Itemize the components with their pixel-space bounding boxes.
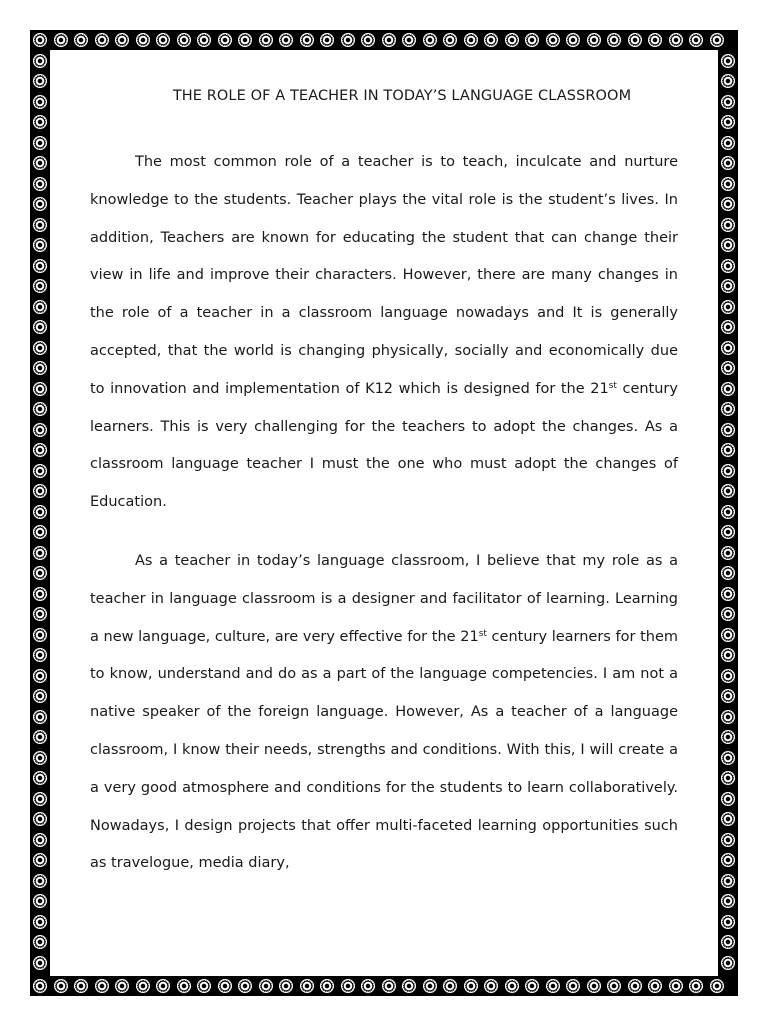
border-flower-icon — [443, 33, 457, 47]
border-flower-icon — [628, 979, 642, 993]
border-flower-icon — [33, 279, 47, 293]
border-flower-icon — [721, 443, 735, 457]
border-flower-icon — [33, 525, 47, 539]
border-flower-icon — [33, 689, 47, 703]
border-flower-icon — [721, 54, 735, 68]
border-flower-icon — [721, 587, 735, 601]
border-flower-icon — [721, 115, 735, 129]
border-flower-icon — [669, 979, 683, 993]
border-flower-icon — [197, 979, 211, 993]
border-flower-icon — [546, 33, 560, 47]
border-flower-icon — [721, 710, 735, 724]
border-flower-icon — [238, 33, 252, 47]
paragraph-2-text-b: century learners for them to know, understand and do as a part of the language competencies. I am not a native speaker of the foreign language. However, As a teacher of a language classroom, I know their needs, strengths and conditions. With this, I will create a a very good atmosphere and conditions for the students to learn collaboratively. Nowadays, I design projects that offer multi-faceted learning opportunities such as travelogue, media diary, — [90, 628, 678, 872]
border-flower-icon — [721, 894, 735, 908]
border-flower-icon — [721, 812, 735, 826]
border-flower-icon — [525, 33, 539, 47]
border-flower-icon — [721, 525, 735, 539]
border-flower-icon — [443, 979, 457, 993]
border-flower-icon — [721, 423, 735, 437]
border-flower-icon — [33, 833, 47, 847]
border-flower-icon — [566, 979, 580, 993]
border-flower-icon — [721, 361, 735, 375]
border-flower-icon — [33, 587, 47, 601]
border-flower-icon — [279, 33, 293, 47]
border-flower-icon — [156, 979, 170, 993]
paragraph-2 — [90, 543, 678, 883]
border-flower-icon — [33, 382, 47, 396]
paragraph-1-text-a: The most common role of a teacher is to teach, inculcate and nurture knowledge to the students. Teacher plays the vital role is the student’s lives. In addition, Teachers are known for educating the student that can change their view in life and improve their characters. However, there are many changes in the role of a teacher in a classroom language nowadays and It is generally accepted, that the world is changing physically, socially and economically due to innovation and implementation of K12 which is designed for the 21 — [90, 154, 678, 397]
border-flower-icon — [505, 979, 519, 993]
border-flower-icon — [33, 771, 47, 785]
border-flower-icon — [464, 33, 478, 47]
border-flower-icon — [341, 979, 355, 993]
border-flower-icon — [648, 979, 662, 993]
border-flower-icon — [33, 607, 47, 621]
border-flower-icon — [33, 361, 47, 375]
border-flower-icon — [710, 33, 724, 47]
border-flower-icon — [74, 979, 88, 993]
border-flower-icon — [33, 74, 47, 88]
border-flower-icon — [177, 979, 191, 993]
border-flower-icon — [33, 443, 47, 457]
border-flower-icon — [33, 197, 47, 211]
border-flower-icon — [721, 402, 735, 416]
border-flower-icon — [402, 33, 416, 47]
border-flower-icon — [33, 628, 47, 642]
border-flower-icon — [484, 979, 498, 993]
border-flower-icon — [607, 33, 621, 47]
border-flower-icon — [33, 320, 47, 334]
border-flower-icon — [587, 979, 601, 993]
border-flower-icon — [136, 979, 150, 993]
border-flower-icon — [721, 689, 735, 703]
border-flower-icon — [320, 33, 334, 47]
border-flower-icon — [721, 279, 735, 293]
document-title: THE ROLE OF A TEACHER IN TODAY’S LANGUAGE CLASSROOM — [172, 88, 632, 104]
border-flower-icon — [33, 54, 47, 68]
border-flower-icon — [721, 464, 735, 478]
border-flower-icon — [721, 218, 735, 232]
border-flower-icon — [721, 320, 735, 334]
border-flower-icon — [721, 74, 735, 88]
border-flower-icon — [382, 979, 396, 993]
border-flower-icon — [300, 33, 314, 47]
paragraph-1-superscript: st — [608, 380, 617, 391]
border-flower-icon — [115, 33, 129, 47]
border-flower-icon — [136, 33, 150, 47]
border-flower-icon — [33, 402, 47, 416]
border-flower-icon — [721, 566, 735, 580]
border-flower-icon — [648, 33, 662, 47]
border-flower-icon — [95, 979, 109, 993]
border-flower-icon — [464, 979, 478, 993]
border-flower-icon — [33, 566, 47, 580]
border-flower-icon — [279, 979, 293, 993]
border-flower-icon — [33, 300, 47, 314]
border-flower-icon — [218, 33, 232, 47]
border-flower-icon — [341, 33, 355, 47]
border-flower-icon — [423, 979, 437, 993]
border-flower-icon — [33, 710, 47, 724]
border-flower-icon — [33, 115, 47, 129]
border-flower-icon — [33, 341, 47, 355]
border-flower-icon — [33, 730, 47, 744]
border-flower-icon — [300, 979, 314, 993]
border-flower-icon — [95, 33, 109, 47]
border-flower-icon — [721, 156, 735, 170]
border-flower-icon — [721, 238, 735, 252]
border-flower-icon — [721, 300, 735, 314]
border-flower-icon — [33, 853, 47, 867]
border-flower-icon — [721, 915, 735, 929]
border-flower-icon — [177, 33, 191, 47]
border-flower-icon — [33, 423, 47, 437]
border-flower-icon — [721, 628, 735, 642]
border-flower-icon — [721, 730, 735, 744]
border-flower-icon — [382, 33, 396, 47]
border-flower-icon — [259, 979, 273, 993]
border-flower-icon — [721, 259, 735, 273]
border-flower-icon — [54, 979, 68, 993]
border-flower-icon — [721, 833, 735, 847]
border-flower-icon — [33, 259, 47, 273]
border-flower-icon — [721, 751, 735, 765]
border-flower-icon — [33, 505, 47, 519]
document-body — [90, 88, 678, 904]
border-flower-icon — [721, 792, 735, 806]
border-flower-icon — [197, 33, 211, 47]
border-flower-icon — [566, 33, 580, 47]
border-flower-icon — [33, 956, 47, 970]
border-flower-icon — [669, 33, 683, 47]
border-flower-icon — [721, 382, 735, 396]
border-flower-icon — [721, 935, 735, 949]
border-flower-icon — [33, 177, 47, 191]
border-flower-icon — [115, 979, 129, 993]
border-flower-icon — [546, 979, 560, 993]
border-flower-icon — [33, 156, 47, 170]
border-flower-icon — [33, 648, 47, 662]
paragraph-2-superscript: st — [478, 628, 487, 639]
border-flower-icon — [361, 33, 375, 47]
border-flower-icon — [721, 546, 735, 560]
border-flower-icon — [721, 956, 735, 970]
border-flower-icon — [721, 874, 735, 888]
border-flower-icon — [402, 979, 416, 993]
border-flower-icon — [33, 218, 47, 232]
border-flower-icon — [721, 341, 735, 355]
border-flower-icon — [525, 979, 539, 993]
border-flower-icon — [628, 33, 642, 47]
border-flower-icon — [33, 894, 47, 908]
border-flower-icon — [721, 669, 735, 683]
border-flower-icon — [423, 33, 437, 47]
border-flower-icon — [721, 197, 735, 211]
border-flower-icon — [505, 33, 519, 47]
border-flower-icon — [721, 136, 735, 150]
border-flower-icon — [33, 979, 47, 993]
border-flower-icon — [33, 812, 47, 826]
border-flower-icon — [33, 136, 47, 150]
border-flower-icon — [33, 464, 47, 478]
border-flower-icon — [721, 607, 735, 621]
border-flower-icon — [156, 33, 170, 47]
border-flower-icon — [33, 935, 47, 949]
border-flower-icon — [74, 33, 88, 47]
border-flower-icon — [721, 177, 735, 191]
border-flower-icon — [689, 33, 703, 47]
border-flower-icon — [238, 979, 252, 993]
border-flower-icon — [721, 648, 735, 662]
border-flower-icon — [33, 238, 47, 252]
border-flower-icon — [33, 874, 47, 888]
paragraph-2-text-a: As a teacher in today’s language classroom, I believe that my role as a teacher in language classroom is a designer and facilitator of learning. Learning a new language, culture, are very effective for the 21 — [90, 552, 678, 645]
paragraph-1-text-b: century learners. This is very challenging for the teachers to adopt the changes. As a classroom language teacher I must the one who must adopt the changes of Education. — [90, 380, 678, 511]
border-flower-icon — [33, 751, 47, 765]
paragraph-1 — [90, 144, 678, 522]
border-flower-icon — [607, 979, 621, 993]
border-flower-icon — [484, 33, 498, 47]
border-flower-icon — [33, 33, 47, 47]
border-flower-icon — [710, 979, 724, 993]
border-flower-icon — [320, 979, 334, 993]
border-flower-icon — [33, 546, 47, 560]
border-flower-icon — [721, 853, 735, 867]
border-flower-icon — [33, 95, 47, 109]
border-flower-icon — [218, 979, 232, 993]
border-flower-icon — [33, 484, 47, 498]
border-flower-icon — [689, 979, 703, 993]
border-flower-icon — [587, 33, 601, 47]
border-flower-icon — [33, 792, 47, 806]
border-flower-icon — [259, 33, 273, 47]
border-flower-icon — [721, 505, 735, 519]
border-flower-icon — [361, 979, 375, 993]
border-flower-icon — [721, 484, 735, 498]
border-flower-icon — [33, 669, 47, 683]
border-flower-icon — [33, 915, 47, 929]
border-flower-icon — [54, 33, 68, 47]
border-flower-icon — [721, 771, 735, 785]
border-flower-icon — [721, 95, 735, 109]
